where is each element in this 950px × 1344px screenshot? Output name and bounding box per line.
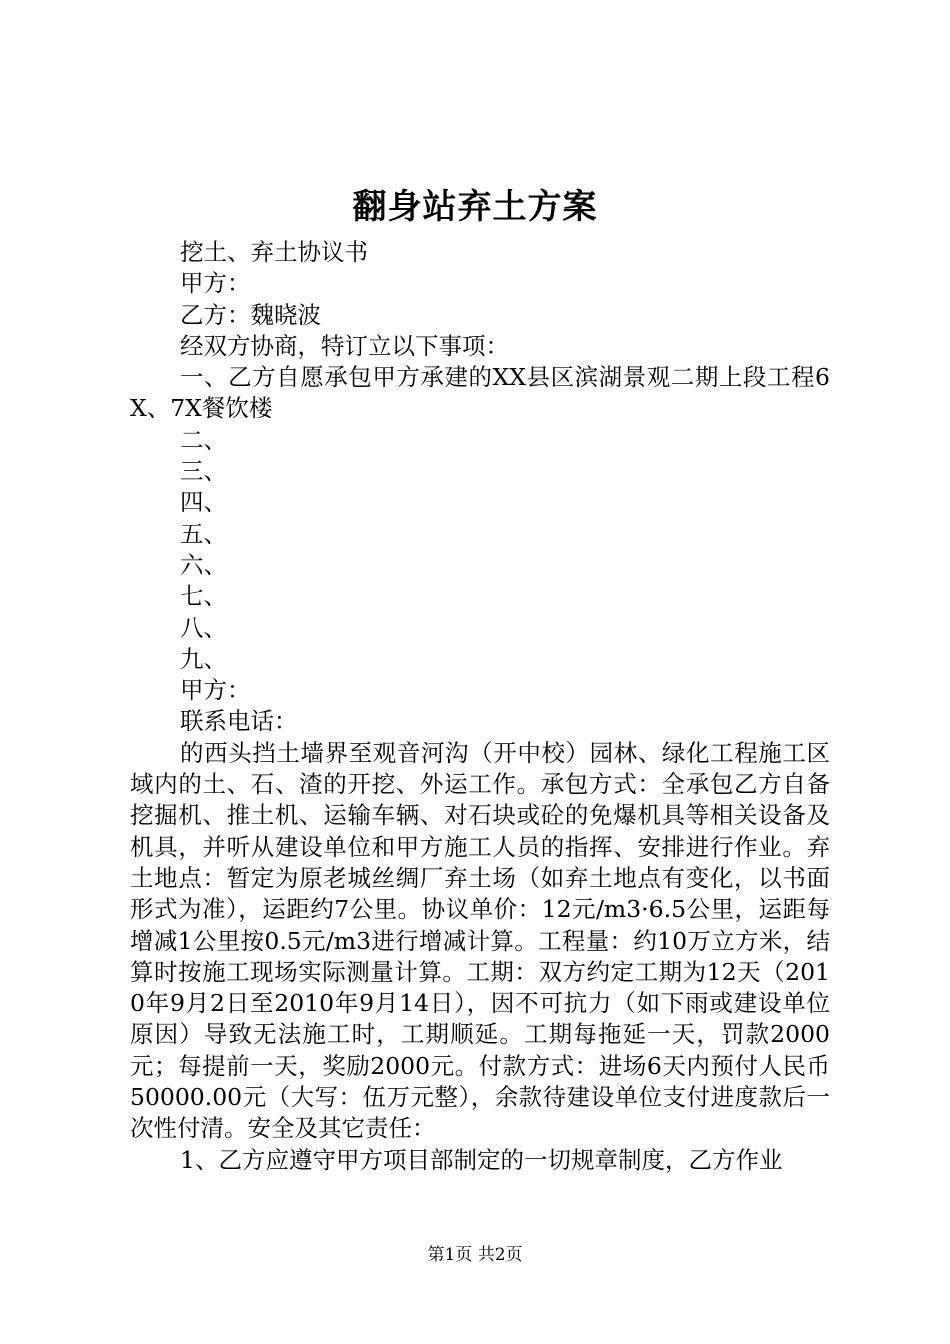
paragraph-party-a-signature: 甲方：	[180, 676, 251, 705]
paragraph-agreement-heading: 挖土、弃土协议书	[180, 238, 368, 266]
paragraph-party-a: 甲方：	[180, 269, 251, 298]
document-body	[130, 237, 830, 1176]
paragraph-party-b: 乙方：魏晓波	[180, 300, 321, 329]
paragraph-contact-phone: 联系电话：	[180, 707, 298, 736]
paragraph-item-1: 一、乙方自愿承包甲方承建的XX县区滨湖景观二期上段工程6X、7X餐饮楼	[130, 363, 830, 423]
paragraph-safety-clause-1: 1、乙方应遵守甲方项目部制定的一切规章制度，乙方作业	[180, 1145, 783, 1174]
paragraph-intro: 经双方协商，特订立以下事项：	[180, 331, 509, 360]
paragraph-item-9: 九、	[180, 644, 227, 673]
paragraph-item-4: 四、	[180, 488, 227, 517]
paragraph-item-5: 五、	[180, 519, 227, 548]
paragraph-item-2: 二、	[180, 425, 227, 454]
page-footer: 第1页 共2页	[427, 1245, 523, 1265]
paragraph-item-8: 八、	[180, 613, 227, 642]
paragraph-scope-details: 的西头挡土墙界至观音河沟（开中校）园林、绿化工程施工区域内的土、石、渣的开挖、外运工作。承包方式：全承包乙方自备挖掘机、推土机、运输车辆、对石块或砼的免爆机具等相关设备及机具，并听从建设单位和甲方施工人员的指挥、安排进行作业。弃土地点：暂定为原老城丝绸厂弃土场（如弃土地点有变化，以书面形式为准），运距约7公里。协议单价：12元/m3·6.5公里，运距每增减1公里按0.5元/m3进行增减计算。工程量：约10万立方米，结算时按施工现场实际测量计算。工期：双方约定工期为12天（2010年9月2日至2010年9月14日），因不可抗力（如下雨或建设单位原因）导致无法施工时，工期顺延。工期每拖延一天，罚款2000元；每提前一天，奖励2000元。付款方式：进场6天内预付人民币50000.00元（大写：伍万元整），余款待建设单位支付进度款后一次性付清。安全及其它责任：	[130, 738, 830, 1143]
paragraph-item-6: 六、	[180, 550, 227, 579]
paragraph-item-7: 七、	[180, 582, 227, 611]
paragraph-item-3: 三、	[180, 457, 227, 486]
document-title: 翻身站弃土方案	[352, 187, 598, 227]
